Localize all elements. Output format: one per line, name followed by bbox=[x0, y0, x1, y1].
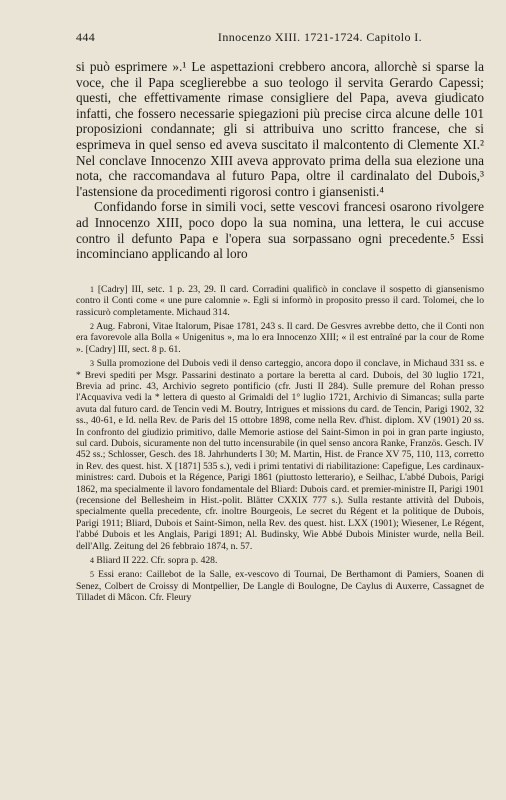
page-number: 444 bbox=[76, 30, 96, 44]
running-title: Innocenzo XIII. 1721-1724. Capitolo I. bbox=[217, 30, 423, 44]
footnote-number: 5 bbox=[90, 570, 94, 580]
main-text bbox=[76, 59, 484, 262]
footnote bbox=[76, 555, 484, 566]
footnote bbox=[76, 569, 484, 603]
footnote-number: 3 bbox=[90, 359, 94, 369]
footnote-text: Essi erano: Caillebot de la Salle, ex-vescovo di Tournai, De Berthamont di Pamiers, Soanen di Senez, Colbert de Croissy di Montpellier, De Langle di Boulogne, De Caylus di Auxerre, Cassagnet de Tilladet di Mâcon. Cfr. Fleury bbox=[76, 569, 484, 604]
footnote-text: Sulla promozione del Dubois vedi il denso carteggio, ancora dopo il conclave, in Michaud 331 ss. e * Brevi spediti per Msgr. Passarini destinato a portare la beretta al card. Dubois, del 30 luglio 1721, Brevia ad princ. 43, Archivio segreto pontificio (cfr. Justi II 284). Sulle premure del Rohan presso l'Acquaviva vedi la * lettera di questo al Grimaldi del 1° luglio 1721, Archivio di Simancas; sulla parte avuta dal futuro card. de Tencin vedi M. Boutry, Intrigues et missions du card. de Tencin, Parigi 1902, 32 ss., 40-61, e Id. nella Rev. de Paris del 15 ottobre 1898, come nella Rev. d'hist. diplom. XV (1901) 20 ss. In confronto del giudizio primitivo, dalle Memorie astiose del Saint-Simon in poi in gran parte ingiusto, sul card. Dubois, sicuramente non del tutto incensurabile (in quel senso ancora Ranke, Französ. Gesch. IV 452 ss.; Schlosser, Gesch. des 18. Jahrhunderts I 30; M. Martin, Hist. de France XV 75, 110, 113, corretto in Rev. des quest. hist. X [1871] 535 s.), vedi i primi tentativi di riabilitazione: Capefigue, Les cardinaux-ministres: card. Dubois et la Régence, Parigi 1861 (piuttosto letterario), e Seilhac, L'abbé Dubois, Parigi 1862, ma specialmente il lavoro fondamentale del Bliard: Dubois card. et premier-ministre II, Parigi 1901 (recensione del Bellesheim in Hist.-polit. Blätter CXXIX 777 s.). Sulla restante attività del Dubois, specialmente quella precedente, cfr. inoltre Bourgeois, Le secret du Régent et la politique de Dubois, Parigi 1911; Bliard, Dubois et Saint-Simon, nella Rev. des quest. hist. LXX (1901); Wiesener, Le Régent, l'abbé Dubois et les Anglais, Parigi 1891; Al. Budinsky, Wie Abbé Dubois Minister wurde, nella Beil. dell'Allg. Zeitung del 26 febbraio 1874, n. 57. bbox=[76, 358, 485, 552]
footnote-number: 4 bbox=[90, 556, 94, 566]
footnotes bbox=[76, 284, 484, 604]
footnote bbox=[76, 321, 484, 355]
footnote-number: 2 bbox=[90, 321, 94, 331]
footnote-text: Bliard II 222. Cfr. sopra p. 428. bbox=[96, 555, 218, 567]
footnote-text: Aug. Fabroni, Vitae Italorum, Pisae 1781, 243 s. Il card. De Gesvres avrebbe detto, che il Conti non era favorevole alla Bolla « Unigenitus », ma lo era Innocenzo XIII; « il est entraîné par la cour de Rome ». [Cadry] III, sect. 8 p. 61. bbox=[76, 320, 484, 355]
footnote bbox=[76, 358, 484, 552]
footnote-text: [Cadry] III, setc. 1 p. 23, 29. Il card. Corradini qualificò in conclave il sospetto di giansenismo contro il Conti come « une pure calomnie ». Egli si informò in proposito presso il card. Tolomei, che lo rassicurò completamente. Michaud 314. bbox=[76, 283, 484, 318]
paragraph: Confidando forse in simili voci, sette vescovi francesi osarono rivolgere ad Innocenzo XIII, poco dopo la sua nomina, una lettera, le cui accuse contro il defunto Papa e l'opera sua sorpassano ogni precedente.⁵ Essi incominciano applicando al loro bbox=[76, 199, 484, 262]
paragraph: si può esprimere ».¹ Le aspettazioni crebbero ancora, allorchè si sparse la voce, che il Papa sceglierebbe a suo teologo il servita Gerardo Capessi; questi, che effettivamente rimase consigliere del Papa, aveva giudicato infatti, che fossero necessarie spiegazioni più precise circa alcune delle 101 proposizioni condannate; gli si attribuiva uno scritto francese, che si esprimeva in quel senso ed aveva suscitato il malcontento di Clemente XI.² Nel conclave Innocenzo XIII aveva approvato prima della sua elezione una nota, che raccomandava al futuro Papa, oltre il cardinalato del Dubois,³ l'astensione da procedimenti rigorosi contro i giansenisti.⁴ bbox=[76, 59, 484, 199]
footnote bbox=[76, 284, 484, 318]
footnote-number: 1 bbox=[90, 284, 94, 294]
running-header bbox=[76, 30, 484, 45]
